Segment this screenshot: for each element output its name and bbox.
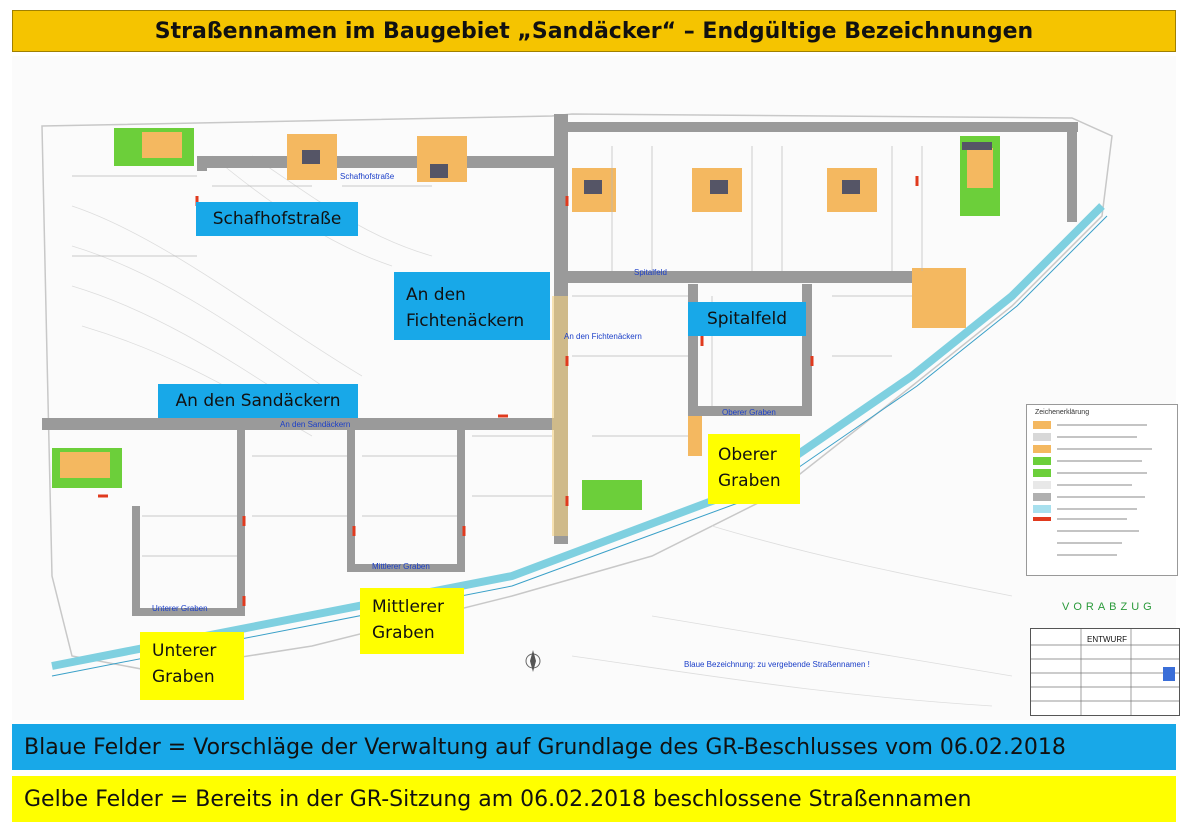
plan-legend: [1026, 404, 1178, 576]
map-text-sandaecker: An den Sandäckern: [280, 420, 351, 429]
street-label-an-den-fichtenaeckern: An den Fichtenäckern: [394, 272, 550, 340]
map-text-spitalfeld: Spitalfeld: [634, 268, 667, 277]
street-label-schafhofstrasse: Schafhofstraße: [196, 202, 358, 236]
entwurf-label: ENTWURF: [1087, 635, 1127, 644]
page-title: Straßennamen im Baugebiet „Sandäcker“ – Endgültige Bezeichnungen: [12, 10, 1176, 52]
site-plan-map: [12, 56, 1176, 720]
street-label-oberer-graben: Oberer Graben: [708, 434, 800, 504]
legend-yellow-fields: Gelbe Felder = Bereits in der GR-Sitzung am 06.02.2018 beschlossene Straßennamen: [12, 776, 1176, 822]
street-label-spitalfeld: Spitalfeld: [688, 302, 806, 336]
map-hint-text: Blaue Bezeichnung: zu vergebende Straßennamen !: [684, 660, 870, 669]
title-block: [1030, 628, 1180, 716]
street-label-unterer-graben: Unterer Graben: [140, 632, 244, 700]
map-text-unterer: Unterer Graben: [152, 604, 208, 613]
legend-title: Zeichenerklärung: [1035, 409, 1090, 416]
map-text-oberer: Oberer Graben: [722, 408, 776, 417]
street-label-an-den-sandaeckern: An den Sandäckern: [158, 384, 358, 418]
street-label-mittlerer-graben: Mittlerer Graben: [360, 588, 464, 654]
map-text-schafhof: Schafhofstraße: [340, 172, 395, 181]
legend-blue-fields: Blaue Felder = Vorschläge der Verwaltung auf Grundlage des GR-Beschlusses vom 06.02.2018: [12, 724, 1176, 770]
north-arrow-icon: [518, 646, 548, 676]
vorabzug-stamp: VORABZUG: [1062, 601, 1156, 613]
map-text-mittlerer: Mittlerer Graben: [372, 562, 430, 571]
map-text-fichten: An den Fichtenäckern: [564, 332, 642, 341]
legend-swatches: [1027, 417, 1177, 577]
title-block-grid: [1031, 629, 1179, 715]
